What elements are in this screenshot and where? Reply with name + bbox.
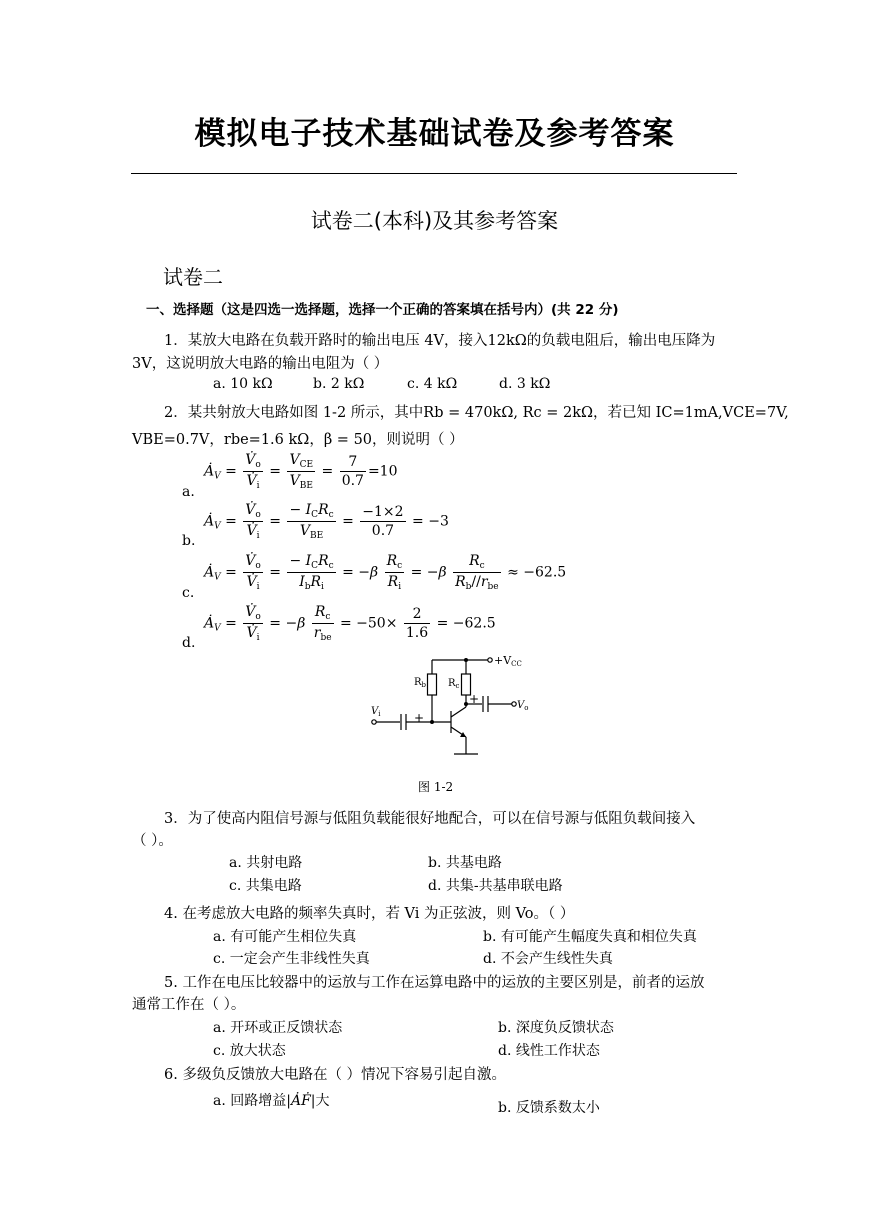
q6-loop-gain-symbol: |ȦḞ| bbox=[286, 1093, 316, 1109]
q3-option-c: c. 共集电路 bbox=[229, 878, 302, 894]
q1-option-c: c. 4 kΩ bbox=[407, 376, 458, 392]
q6-option-a bbox=[213, 1090, 330, 1110]
q3-option-d: d. 共集-共基串联电路 bbox=[428, 878, 563, 894]
vo-label: V bbox=[517, 700, 525, 711]
q6-option-a-suffix: 大 bbox=[315, 1093, 330, 1109]
q6-line1: 6. 多级负反馈放大电路在（ ）情况下容易引起自激。 bbox=[164, 1067, 507, 1083]
q2-line2: VBE=0.7V，rbe=1.6 kΩ，β = 50，则说明（ ） bbox=[132, 432, 464, 448]
paper-title: 试卷二(本科)及其参考答案 bbox=[310, 209, 559, 233]
q3-line1: 3．为了使高内阻信号源与低阻负载能很好地配合，可以在信号源与低阻负载间接入 bbox=[164, 811, 696, 827]
q5-option-c: c. 放大状态 bbox=[213, 1043, 286, 1059]
svg-text:+VCC bbox=[494, 654, 522, 668]
q2-option-d-label: d. bbox=[182, 635, 196, 651]
figure-caption: 图 1-2 bbox=[418, 780, 454, 794]
q1-text-a: 1．某放大电路在负载开路时的输出电压 4V，接入 bbox=[164, 333, 488, 349]
q2-resistor-values: Rb = 470kΩ, Rc = 2kΩ bbox=[423, 405, 594, 421]
svg-text:+: + bbox=[469, 692, 480, 706]
q2-text-a: 2．某共射放大电路如图 1-2 所示，其中 bbox=[164, 405, 424, 421]
q2-option-c-label: c. bbox=[182, 585, 195, 601]
q3-option-b: b. 共基电路 bbox=[428, 855, 502, 871]
q2-formula-d-result: = −62.5 bbox=[436, 615, 496, 632]
svg-text:Vi bbox=[371, 706, 381, 718]
emitter-arrow-icon bbox=[460, 732, 466, 737]
q2-formula-a: $Ȧ_V$ = $\frac{V̇_o}{V̇_i}$ = $\frac{V_{CE}}{V_{BE}}$ = $\frac{7}{0.7}$ =10 bbox=[204, 452, 398, 491]
q2-option-b-label: b. bbox=[182, 533, 196, 549]
q6-option-b: b. 反馈系数太小 bbox=[498, 1100, 600, 1116]
q1-load-value: 12kΩ bbox=[487, 333, 527, 349]
q4-line1: 4. 在考虑放大电路的频率失真时，若 Vi 为正弦波，则 Vo。（ ） bbox=[164, 906, 575, 922]
document-title: 模拟电子技术基础试卷及参考答案 bbox=[194, 116, 675, 152]
q4-option-a: a. 有可能产生相位失真 bbox=[213, 929, 357, 945]
q2-formula-c-result: ≈ −62.5 bbox=[507, 564, 567, 581]
rc-label: R bbox=[448, 678, 456, 689]
q3-option-a: a. 共射电路 bbox=[229, 855, 303, 871]
q5-line1: 5. 工作在电压比较器中的运放与工作在运算电路中的运放的主要区别是，前者的运放 bbox=[164, 975, 705, 991]
rb-label: R bbox=[414, 677, 422, 688]
q1-line2: 3V，这说明放大电路的输出电阻为（ ） bbox=[132, 356, 389, 372]
q1-line1 bbox=[164, 329, 715, 350]
vo-sub-label: o bbox=[524, 704, 529, 712]
svg-text:Vo bbox=[517, 700, 528, 712]
vi-sub-label: i bbox=[378, 710, 381, 718]
q5-option-d: d. 线性工作状态 bbox=[498, 1043, 600, 1059]
q1-option-d: d. 3 kΩ bbox=[499, 376, 551, 392]
section-title: 试卷二 bbox=[163, 265, 223, 289]
circuit-diagram bbox=[366, 650, 536, 768]
q2-formula-a-result: =10 bbox=[367, 463, 398, 480]
part1-heading: 一、选择题（这是四选一选择题，选择一个正确的答案填在括号内）(共 22 分) bbox=[146, 302, 619, 318]
q4-option-d: d. 不会产生线性失真 bbox=[483, 951, 613, 967]
q2-formula-b: $Ȧ_V$ = $\frac{V̇_o}{V̇_i}$ = $\frac{- I_CR_c}{V_{BE}}$ = $\frac{-1\times 2}{0.7}$ = −3 bbox=[204, 502, 449, 541]
svg-text:+: + bbox=[414, 711, 425, 725]
q6-option-a-text: a. 回路增益 bbox=[213, 1093, 287, 1109]
q5-line2: 通常工作在（ ）。 bbox=[132, 997, 246, 1013]
vcc-label: +V bbox=[494, 654, 512, 667]
q2-line1 bbox=[164, 401, 789, 422]
q2-formula-c: $Ȧ_V$ = $\frac{V̇_o}{V̇_i}$ = $\frac{- I_CR_c}{I_bR_i}$ = −β $\frac{R_c}{R_i}$ = −β $\frac{R_c}{R_b//r_{be}}$ ≈ −62.5 bbox=[204, 553, 567, 592]
q4-option-c: c. 一定会产生非线性失真 bbox=[213, 951, 370, 967]
q5-option-a: a. 开环或正反馈状态 bbox=[213, 1020, 343, 1036]
q3-line2: （ ）。 bbox=[132, 833, 173, 849]
vi-label: V bbox=[371, 706, 379, 717]
q2-option-a-label: a. bbox=[182, 484, 195, 500]
q2-formula-d: $Ȧ_V$ = $\frac{V̇_o}{V̇_i}$ = −β $\frac{R_c}{r_{be}}$ = −50× $\frac{2}{1.6}$ = −62.5 bbox=[204, 604, 496, 643]
q4-option-b: b. 有可能产生幅度失真和相位失真 bbox=[483, 929, 697, 945]
q5-option-b: b. 深度负反馈状态 bbox=[498, 1020, 614, 1036]
q1-text-b: 的负载电阻后，输出电压降为 bbox=[526, 333, 716, 349]
q1-option-a: a. 10 kΩ bbox=[213, 376, 273, 392]
rb-sub-label: b bbox=[421, 681, 427, 689]
svg-text:Rc bbox=[448, 678, 460, 690]
rc-sub-label: c bbox=[455, 682, 460, 690]
svg-text:Rb bbox=[414, 677, 427, 689]
title-divider bbox=[131, 173, 737, 174]
q2-formula-b-result: = −3 bbox=[412, 513, 449, 530]
vcc-sub-label: CC bbox=[511, 660, 522, 668]
q1-option-b: b. 2 kΩ bbox=[313, 376, 365, 392]
q2-text-b: ，若已知 IC=1mA,VCE=7V, bbox=[593, 405, 789, 421]
